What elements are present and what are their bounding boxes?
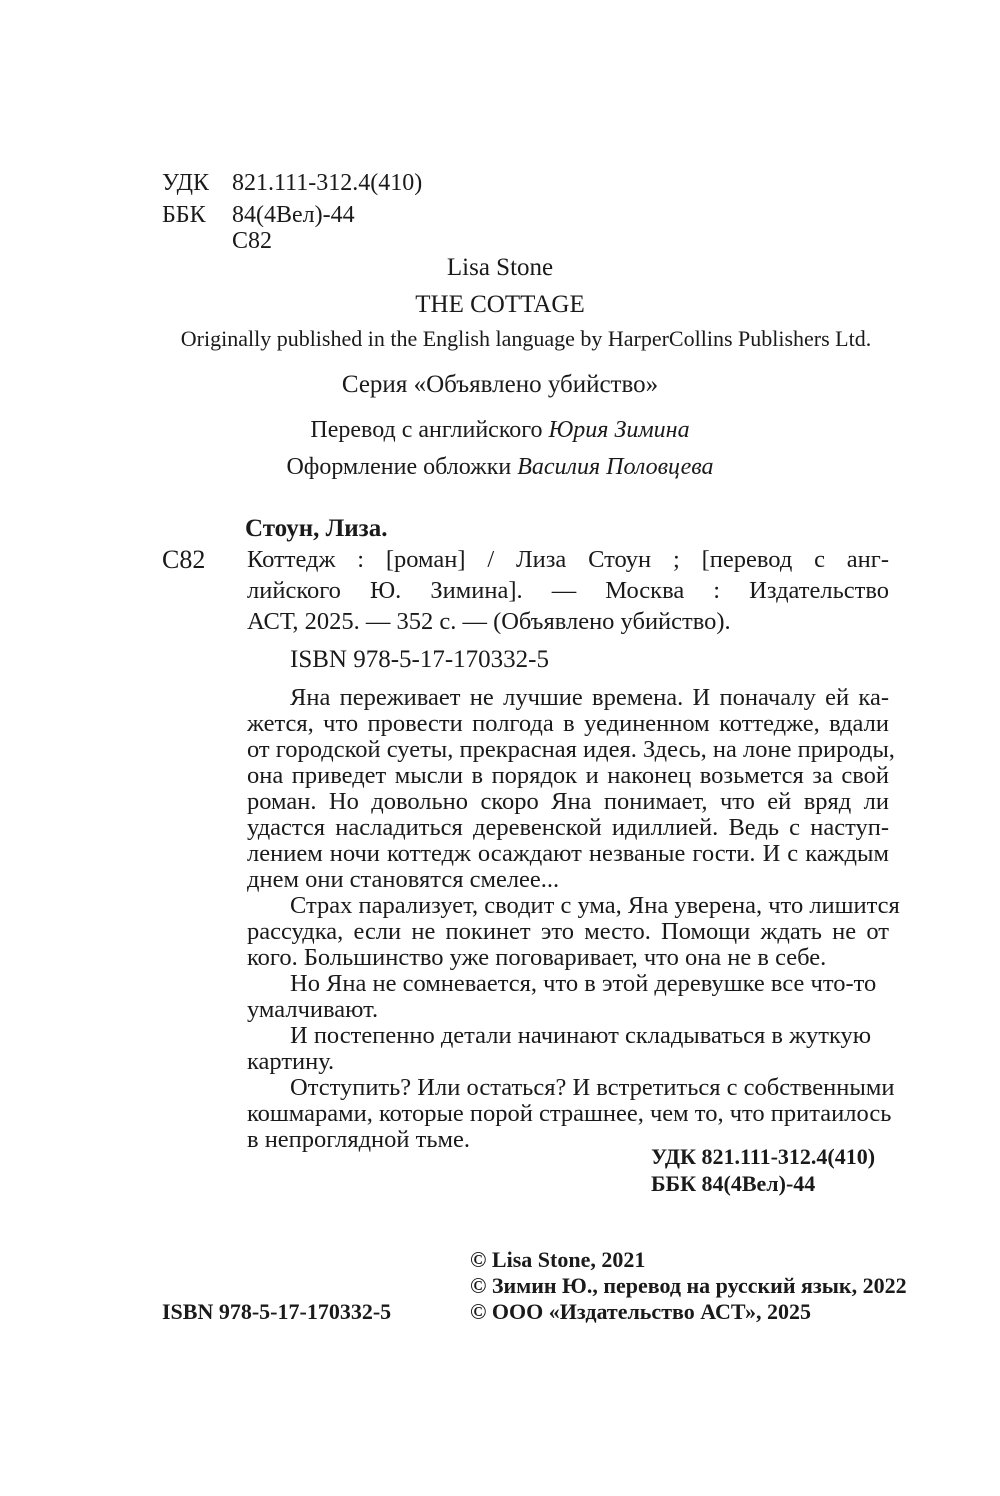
annotation-line: И постепенно детали начинают складываться в жуткую xyxy=(290,1022,872,1049)
catalog-mark: С82 xyxy=(162,545,206,574)
bbk-value: 84(4Вел)-44 xyxy=(232,202,355,228)
annotation-line: лением ночи коттедж осаждают незваные гости. И с каждым xyxy=(247,840,889,867)
udk-label: УДК xyxy=(162,170,209,196)
catalog-description-line: АСТ, 2025. — 352 с. — (Объявлено убийство). xyxy=(247,608,731,635)
publisher-note: Originally published in the English language by HarperCollins Publishers Ltd. xyxy=(180,326,872,351)
annotation-line: роман. Но довольно скоро Яна понимает, что ей вряд ли xyxy=(247,788,889,815)
bottom-bbk: ББК 84(4Вел)-44 xyxy=(651,1171,816,1196)
cover-prefix: Оформление обложки xyxy=(286,454,518,480)
bbk-code-line xyxy=(162,202,355,229)
catalog-heading: Стоун, Лиза. xyxy=(245,515,388,542)
original-title: THE COTTAGE xyxy=(415,291,585,318)
annotation-line: она приведет мысли в порядок и наконец возьмется за свой xyxy=(247,762,889,789)
annotation-line: удастся насладиться деревенской идиллией. Ведь с наступ- xyxy=(247,814,889,841)
series-title: Серия «Объявлено убийство» xyxy=(341,371,659,398)
copyright-line: © Lisa Stone, 2021 xyxy=(470,1247,646,1272)
annotation-line: кого. Большинство уже поговаривает, что она не в себе. xyxy=(247,944,827,971)
annotation-line: в непроглядной тьме. xyxy=(247,1126,471,1153)
copyright-line: © Зимин Ю., перевод на русский язык, 2022 xyxy=(470,1273,907,1298)
bottom-isbn: ISBN 978-5-17-170332-5 xyxy=(162,1299,392,1324)
annotation-line: умалчивают. xyxy=(247,996,379,1023)
annotation-line: от городской суеты, прекрасная идея. Здесь, на лоне природы, xyxy=(247,736,895,763)
author-mark-top: С82 xyxy=(232,228,273,254)
annotation-line: Яна переживает не лучшие времена. И поначалу ей ка- xyxy=(290,684,889,711)
bbk-label: ББК xyxy=(162,202,206,228)
copyright-line: © ООО «Издательство АСТ», 2025 xyxy=(470,1299,812,1324)
translator-name: Юрия Зимина xyxy=(548,417,690,443)
original-author: Lisa Stone xyxy=(446,254,554,281)
cover-designer-name: Василия Половцева xyxy=(517,454,714,480)
annotation-line: Страх парализует, сводит с ума, Яна уверена, что лишится xyxy=(290,892,900,919)
annotation-line: жется, что провести полгода в уединенном коттедже, вдали xyxy=(247,710,889,737)
bottom-udk: УДК 821.111-312.4(410) xyxy=(651,1144,876,1169)
translation-credit xyxy=(0,417,1000,444)
cover-credit xyxy=(0,454,1000,481)
annotation-line: картину. xyxy=(247,1048,335,1075)
udk-code-line xyxy=(162,170,422,197)
catalog-description-line: Коттедж : [роман] / Лиза Стоун ; [перевод с анг- xyxy=(247,546,889,573)
annotation-line: рассудка, если не покинет это место. Помощи ждать не от xyxy=(247,918,889,945)
udk-value: 821.111-312.4(410) xyxy=(232,170,423,196)
catalog-isbn: ISBN 978-5-17-170332-5 xyxy=(290,646,550,673)
annotation-line: кошмарами, которые порой страшнее, чем то, что притаилось xyxy=(247,1100,892,1127)
translation-prefix: Перевод с английского xyxy=(310,417,549,443)
catalog-description-line: лийского Ю. Зимина]. — Москва : Издательство xyxy=(247,577,889,604)
annotation-line: Но Яна не сомневается, что в этой деревушке все что-то xyxy=(290,970,877,997)
annotation-line: днем они становятся смелее... xyxy=(247,866,560,893)
annotation-line: Отступить? Или остаться? И встретиться с собственными xyxy=(290,1074,895,1101)
